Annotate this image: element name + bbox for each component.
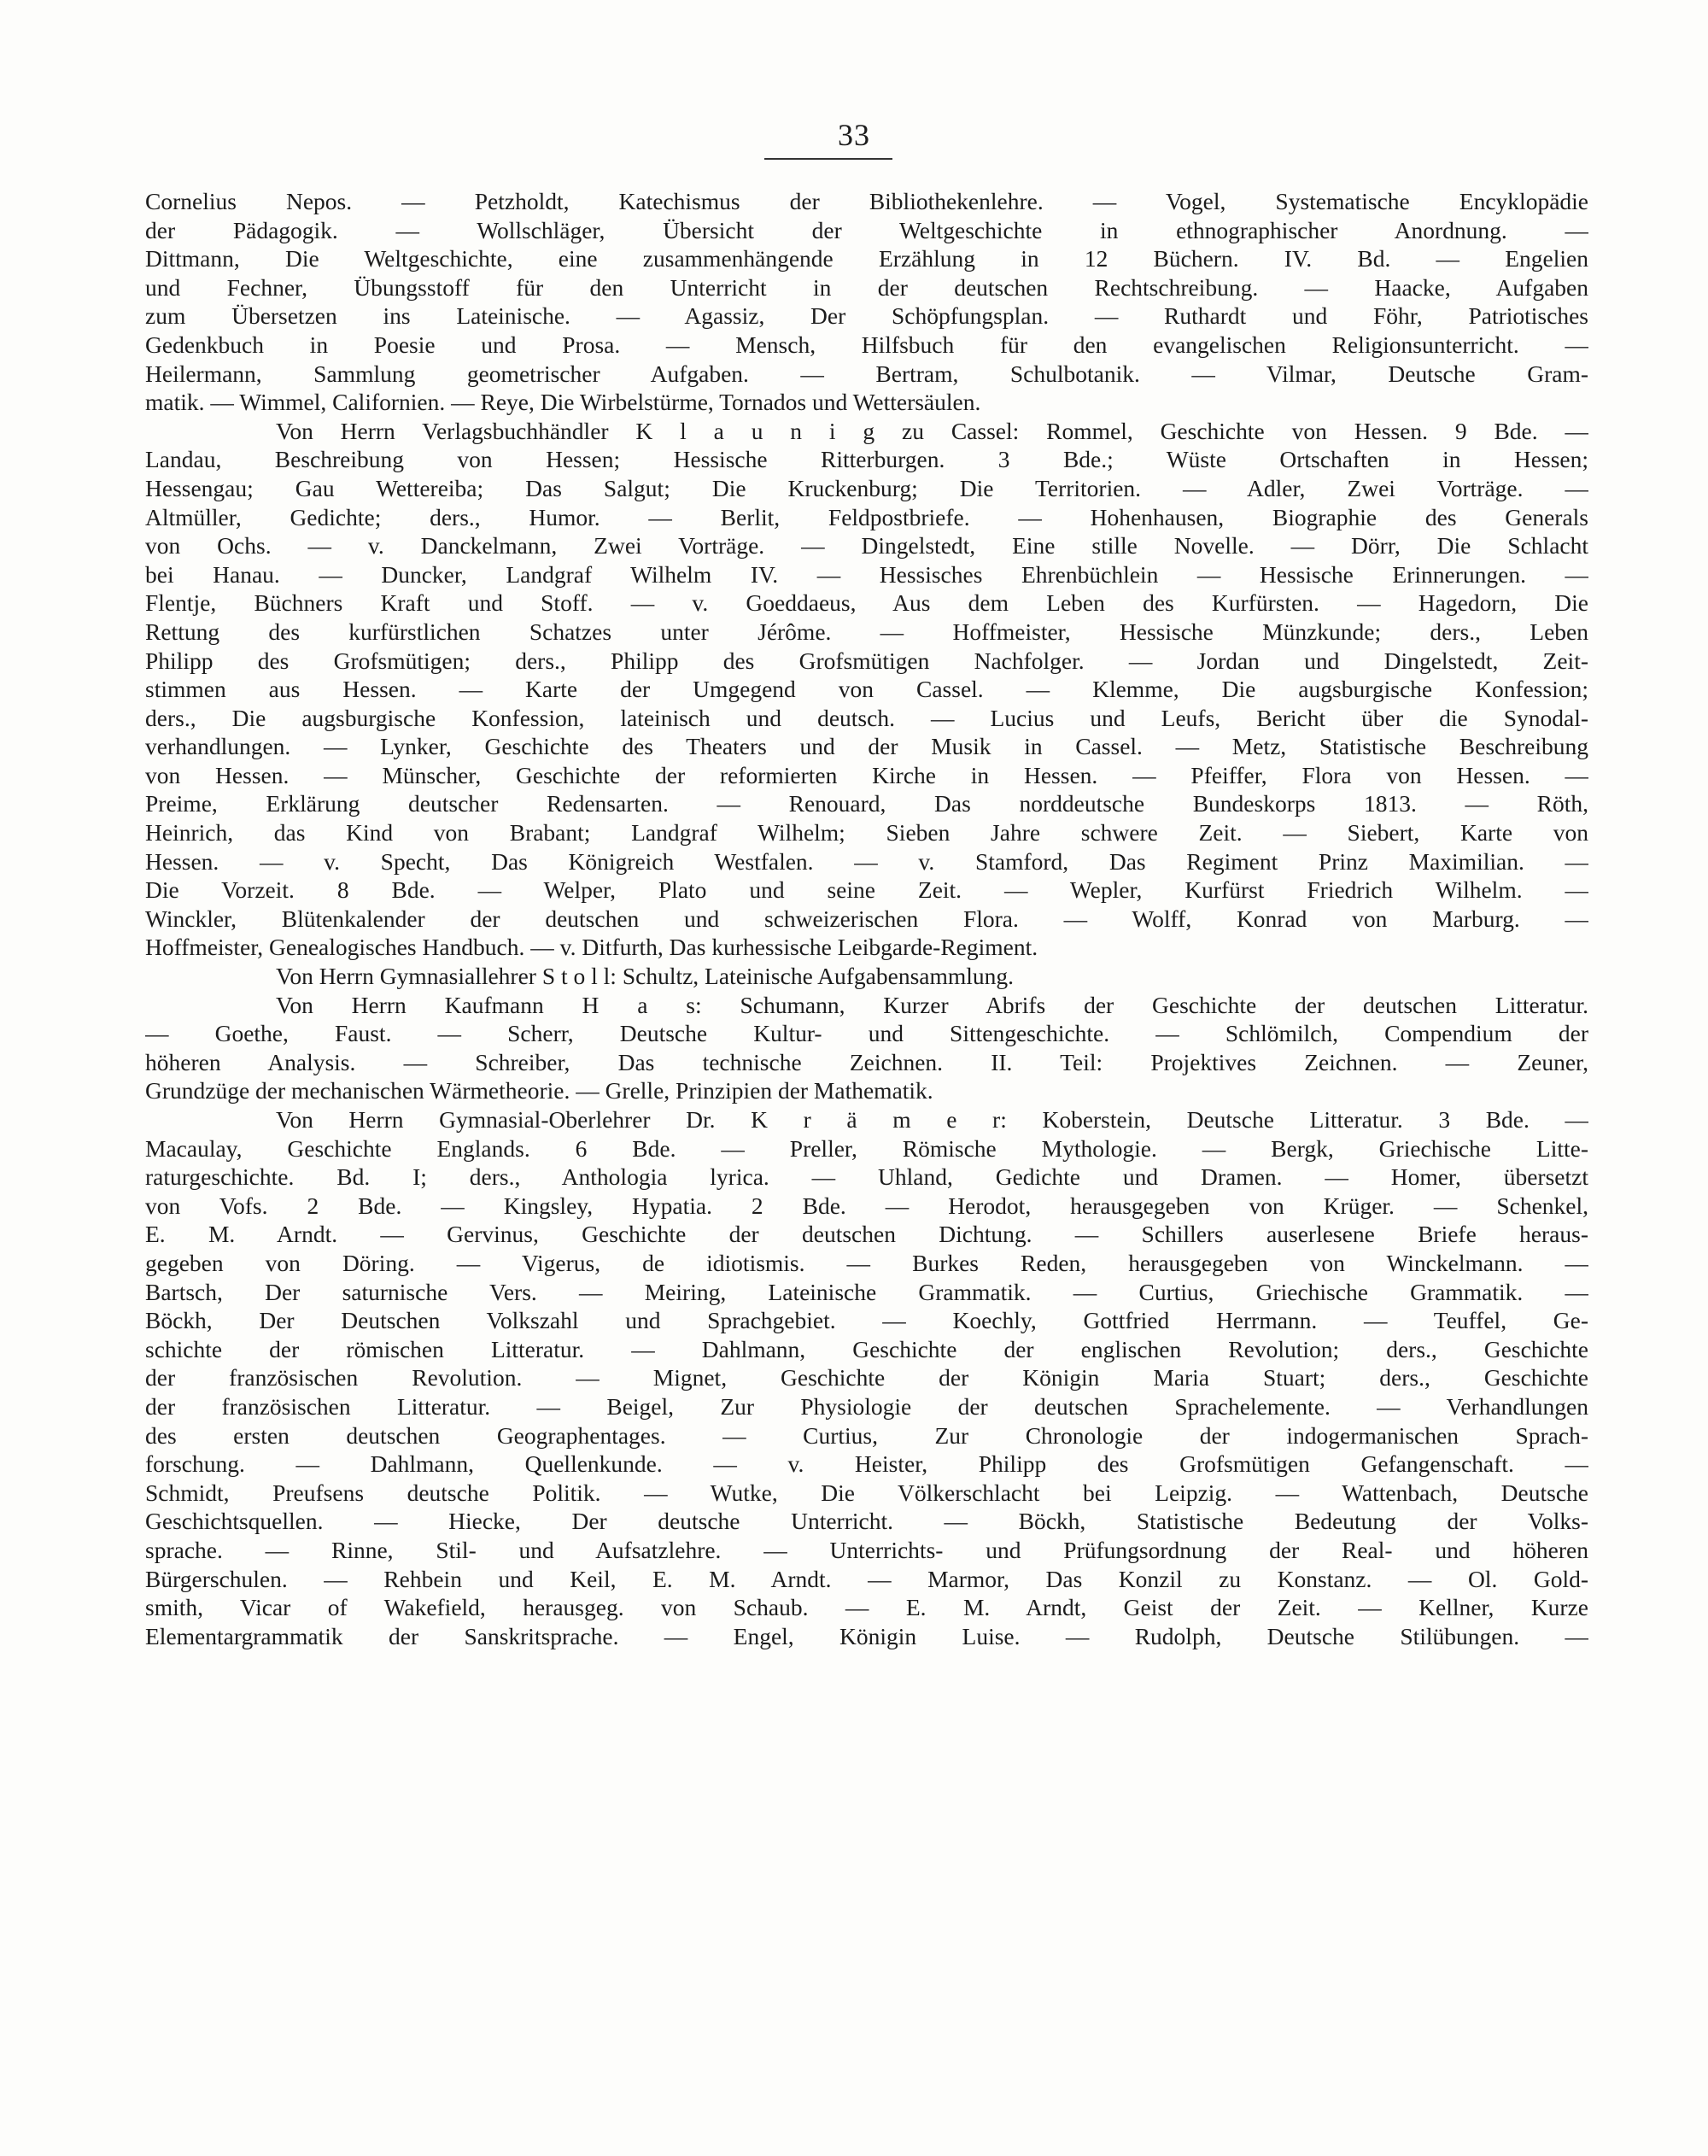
text-line: Hoffmeister, Genealogisches Handbuch. — v. Ditfurth, Das kurhessische Leibgarde-Regiment. — [145, 934, 1038, 961]
text-line: forschung. — Dahlmann, Quellenkunde. — v. Heister, Philipp des Grofsmütigen Gefangenschaft. — — [145, 1450, 1588, 1478]
text-line: Preime, Erklärung deutscher Redensarten. — Renouard, Das norddeutsche Bundeskorps 1813. — Röth, — [145, 790, 1588, 817]
text-line: Winckler, Blütenkalender der deutschen und schweizerischen Flora. — Wolff, Konrad von Marburg. — — [145, 905, 1588, 932]
text-line: Altmüller, Gedichte; ders., Humor. — Berlit, Feldpostbriefe. — Hohenhausen, Biographie des Generals — [145, 503, 1588, 530]
text-line: des ersten deutschen Geographentages. — Curtius, Zur Chronologie der indogermanischen Sprach- — [145, 1421, 1588, 1449]
text-line: Die Vorzeit. 8 Bde. — Welper, Plato und seine Zeit. — Wepler, Kurfürst Friedrich Wilhelm. — — [145, 876, 1588, 904]
text-line: Flentje, Büchners Kraft und Stoff. — v. Goeddaeus, Aus dem Leben des Kurfürsten. — Hagedorn, Die — [145, 589, 1588, 617]
text-line: Landau, Beschreibung von Hessen; Hessische Ritterburgen. 3 Bde.; Wüste Ortschaften in Hessen; — [145, 446, 1588, 473]
text-line: Grundzüge der mechanischen Wärmetheorie. — Grelle, Prinzipien der Mathematik. — [145, 1077, 933, 1104]
text-line: Bartsch, Der saturnische Vers. — Meiring, Lateinische Grammatik. — Curtius, Griechische Grammatik. — — [145, 1278, 1588, 1305]
text-line: Philipp des Grofsmütigen; ders., Philipp des Grofsmütigen Nachfolger. — Jordan und Dingelstedt, Zeit- — [145, 647, 1588, 674]
body-text — [145, 187, 1588, 1650]
text-line: von Vofs. 2 Bde. — Kingsley, Hypatia. 2 Bde. — Herodot, herausgegeben von Krüger. — Schenkel, — [145, 1192, 1588, 1219]
text-line: matik. — Wimmel, Californien. — Reye, Die Wirbelstürme, Tornados und Wettersäulen. — [145, 389, 981, 416]
text-line: Heilermann, Sammlung geometrischer Aufgaben. — Bertram, Schulbotanik. — Vilmar, Deutsche Gram- — [145, 360, 1588, 387]
text-line: der Pädagogik. — Wollschläger, Übersicht der Weltgeschichte in ethnographischer Anordnung. — — [145, 216, 1588, 243]
text-line: Elementargrammatik der Sanskritsprache. — Engel, Königin Luise. — Rudolph, Deutsche Stilübungen. — — [145, 1622, 1588, 1649]
text-line: zum Übersetzen ins Lateinische. — Agassiz, Der Schöpfungsplan. — Ruthardt und Föhr, Patriotisches — [145, 302, 1588, 330]
text-line: von Hessen. — Münscher, Geschichte der reformierten Kirche in Hessen. — Pfeiffer, Flora von Hessen. — — [145, 761, 1588, 788]
text-line: der französischen Revolution. — Mignet, Geschichte der Königin Maria Stuart; ders., Geschichte — [145, 1364, 1588, 1391]
text-line: smith, Vicar of Wakefield, herausgeg. von Schaub. — E. M. Arndt, Geist der Zeit. — Kellner, Kurze — [145, 1594, 1588, 1621]
text-line: und Fechner, Übungsstoff für den Unterricht in der deutschen Rechtschreibung. — Haacke, Aufgaben — [145, 273, 1588, 301]
text-line: Cornelius Nepos. — Petzholdt, Katechismus der Bibliothekenlehre. — Vogel, Systematische Encyklopädie — [145, 188, 1588, 214]
text-line: verhandlungen. — Lynker, Geschichte des Theaters und der Musik in Cassel. — Metz, Statistische Beschreibung — [145, 733, 1588, 760]
page-number: 33 — [838, 118, 870, 152]
text-line: Hessengau; Gau Wettereiba; Das Salgut; Die Kruckenburg; Die Territorien. — Adler, Zwei Vorträge. — — [145, 474, 1588, 501]
text-line: Macaulay, Geschichte Englands. 6 Bde. — Preller, Römische Mythologie. — Bergk, Griechische Litte- — [145, 1134, 1588, 1162]
text-line: höheren Analysis. — Schreiber, Das technische Zeichnen. II. Teil: Projektives Zeichnen. — Zeuner, — [145, 1048, 1588, 1075]
text-line: Geschichtsquellen. — Hiecke, Der deutsche Unterricht. — Böckh, Statistische Bedeutung der Volks- — [145, 1508, 1588, 1535]
text-line: sprache. — Rinne, Stil- und Aufsatzlehre. — Unterrichts- und Prüfungsordnung der Real- und höheren — [145, 1536, 1588, 1563]
text-line: stimmen aus Hessen. — Karte der Umgegend von Cassel. — Klemme, Die augsburgische Konfession; — [145, 676, 1588, 703]
text-line: Bürgerschulen. — Rehbein und Keil, E. M. Arndt. — Marmor, Das Konzil zu Konstanz. — Ol. Gold- — [145, 1565, 1588, 1592]
page-number-rule — [764, 158, 892, 160]
text-line: bei Hanau. — Duncker, Landgraf Wilhelm IV. — Hessisches Ehrenbüchlein — Hessische Erinnerungen. — — [145, 560, 1588, 588]
text-line: Rettung des kurfürstlichen Schatzes unter Jérôme. — Hoffmeister, Hessische Münzkunde; ders., Leben — [145, 618, 1588, 645]
text-line: E. M. Arndt. — Gervinus, Geschichte der deutschen Dichtung. — Schillers auserlesene Briefe heraus- — [145, 1221, 1588, 1248]
text-line: — Goethe, Faust. — Scherr, Deutsche Kultur- und Sittengeschichte. — Schlömilch, Compendium der — [145, 1020, 1588, 1047]
text-line: Gedenkbuch in Poesie und Prosa. — Mensch, Hilfsbuch für den evangelischen Religionsunterricht. — — [145, 331, 1588, 358]
text-line: Von Herrn Verlagsbuchhändler K l a u n i g zu Cassel: Rommel, Geschichte von Hessen. 9 Bde. — — [276, 417, 1588, 444]
text-line: Böckh, Der Deutschen Volkszahl und Sprachgebiet. — Koechly, Gottfried Herrmann. — Teuffel, Ge- — [145, 1307, 1588, 1334]
text-line: ders., Die augsburgische Konfession, lateinisch und deutsch. — Lucius und Leufs, Bericht über die Synodal- — [145, 704, 1588, 731]
text-line: schichte der römischen Litteratur. — Dahlmann, Geschichte der englischen Revolution; ders., Geschichte — [145, 1335, 1588, 1362]
text-line: Von Herrn Gymnasiallehrer S t o l l: Schultz, Lateinische Aufgabensammlung. — [276, 963, 1015, 990]
text-line: der französischen Litteratur. — Beigel, Zur Physiologie der deutschen Sprachelemente. — Verhandlungen — [145, 1392, 1588, 1420]
text-line: Von Herrn Kaufmann H a s: Schumann, Kurzer Abrifs der Geschichte der deutschen Litteratur. — [276, 991, 1588, 1018]
text-line: Hessen. — v. Specht, Das Königreich Westfalen. — v. Stamford, Das Regiment Prinz Maximilian. — — [145, 847, 1588, 875]
text-line: raturgeschichte. Bd. I; ders., Anthologia lyrica. — Uhland, Gedichte und Dramen. — Homer, übersetzt — [145, 1163, 1588, 1191]
text-line: Heinrich, das Kind von Brabant; Landgraf Wilhelm; Sieben Jahre schwere Zeit. — Siebert, Karte von — [145, 819, 1588, 847]
text-line: gegeben von Döring. — Vigerus, de idiotismis. — Burkes Reden, herausgegeben von Winckelmann. — — [145, 1249, 1588, 1276]
text-line: Von Herrn Gymnasial-Oberlehrer Dr. K r ä m e r: Koberstein, Deutsche Litteratur. 3 Bde. — — [276, 1106, 1588, 1133]
text-line: von Ochs. — v. Danckelmann, Zwei Vorträge. — Dingelstedt, Eine stille Novelle. — Dörr, Die Schlacht — [145, 532, 1588, 560]
text-line: Schmidt, Preufsens deutsche Politik. — Wutke, Die Völkerschlacht bei Leipzig. — Wattenbach, Deutsche — [145, 1479, 1588, 1506]
text-line: Dittmann, Die Weltgeschichte, eine zusammenhängende Erzählung in 12 Büchern. IV. Bd. — Engelien — [145, 245, 1588, 272]
